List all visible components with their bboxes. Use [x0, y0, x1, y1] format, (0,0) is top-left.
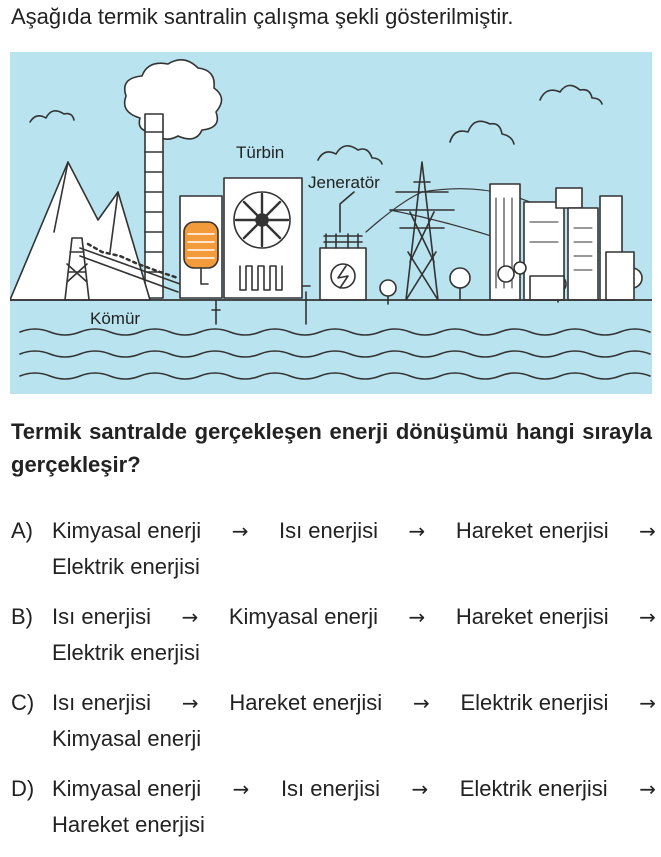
transmission-tower: [390, 162, 454, 300]
answer-options: [11, 513, 656, 857]
question-text: Termik santralde gerçekleşen enerji dönüşümü hangi sırayla gerçekleşir?: [11, 419, 652, 477]
generator: [320, 248, 366, 300]
water-wave: [20, 373, 650, 379]
arrow-icon: →: [181, 691, 199, 715]
arrow-icon: →: [232, 777, 250, 801]
option-term: Kimyasal enerji: [52, 518, 202, 543]
coal-label: Kömür: [90, 309, 141, 328]
option-b[interactable]: [11, 599, 656, 671]
option-letter: D): [11, 776, 35, 801]
option-term: Isı enerjisi: [52, 690, 152, 715]
cloud-icon: [540, 85, 602, 104]
intro-text: Aşağıda termik santralin çalışma şekli gösterilmiştir.: [11, 4, 514, 29]
tree: [380, 280, 396, 296]
building: [556, 188, 582, 208]
option-c[interactable]: [11, 685, 656, 757]
generator-label: Jeneratör: [308, 173, 380, 192]
arrow-icon: →: [639, 519, 656, 543]
option-term: Hareket enerjisi: [455, 604, 609, 629]
water-wave: [20, 351, 650, 357]
power-plant-illustration: [10, 52, 652, 394]
industrial-unit: [498, 266, 514, 282]
power-plant-diagram: [10, 52, 652, 394]
arrow-icon: →: [412, 691, 430, 715]
option-term: Isı enerjisi: [280, 776, 380, 801]
option-term: Elektrik enerjisi: [460, 690, 609, 715]
cloud-icon: [450, 121, 514, 144]
building: [568, 208, 598, 300]
cloud-icon: [318, 146, 382, 164]
arrow-icon: →: [639, 691, 656, 715]
arrow-icon: →: [639, 605, 656, 629]
option-term: Isı enerjisi: [52, 604, 152, 629]
arrow-icon: →: [408, 605, 426, 629]
option-letter: C): [11, 690, 35, 715]
tree: [450, 268, 470, 288]
cloud-icon: [30, 111, 74, 122]
option-term: Elektrik enerjisi: [459, 776, 608, 801]
option-term: Hareket enerjisi: [52, 812, 205, 837]
option-term: Hareket enerjisi: [455, 518, 609, 543]
arrow-icon: →: [231, 519, 249, 543]
option-term: Isı enerjisi: [278, 518, 379, 543]
option-term: Kimyasal enerji: [228, 604, 379, 629]
smoke-icon: [125, 60, 222, 139]
option-term: Kimyasal enerji: [52, 776, 202, 801]
option-a[interactable]: [11, 513, 656, 585]
arrow-icon: →: [181, 605, 199, 629]
building: [606, 252, 634, 300]
mountain: [10, 162, 150, 300]
option-term: Hareket enerjisi: [229, 690, 383, 715]
option-term: Kimyasal enerji: [52, 726, 202, 751]
option-term: Elektrik enerjisi: [52, 554, 200, 579]
option-d[interactable]: [11, 771, 656, 843]
boiler: [184, 222, 218, 268]
water-wave: [20, 329, 650, 335]
option-term: Elektrik enerjisi: [52, 640, 200, 665]
option-letter: A): [11, 518, 33, 543]
arrow-icon: →: [411, 777, 429, 801]
option-letter: B): [11, 604, 33, 629]
arrow-icon: →: [408, 519, 426, 543]
arrow-icon: →: [639, 777, 656, 801]
turbine-label: Türbin: [236, 143, 285, 162]
